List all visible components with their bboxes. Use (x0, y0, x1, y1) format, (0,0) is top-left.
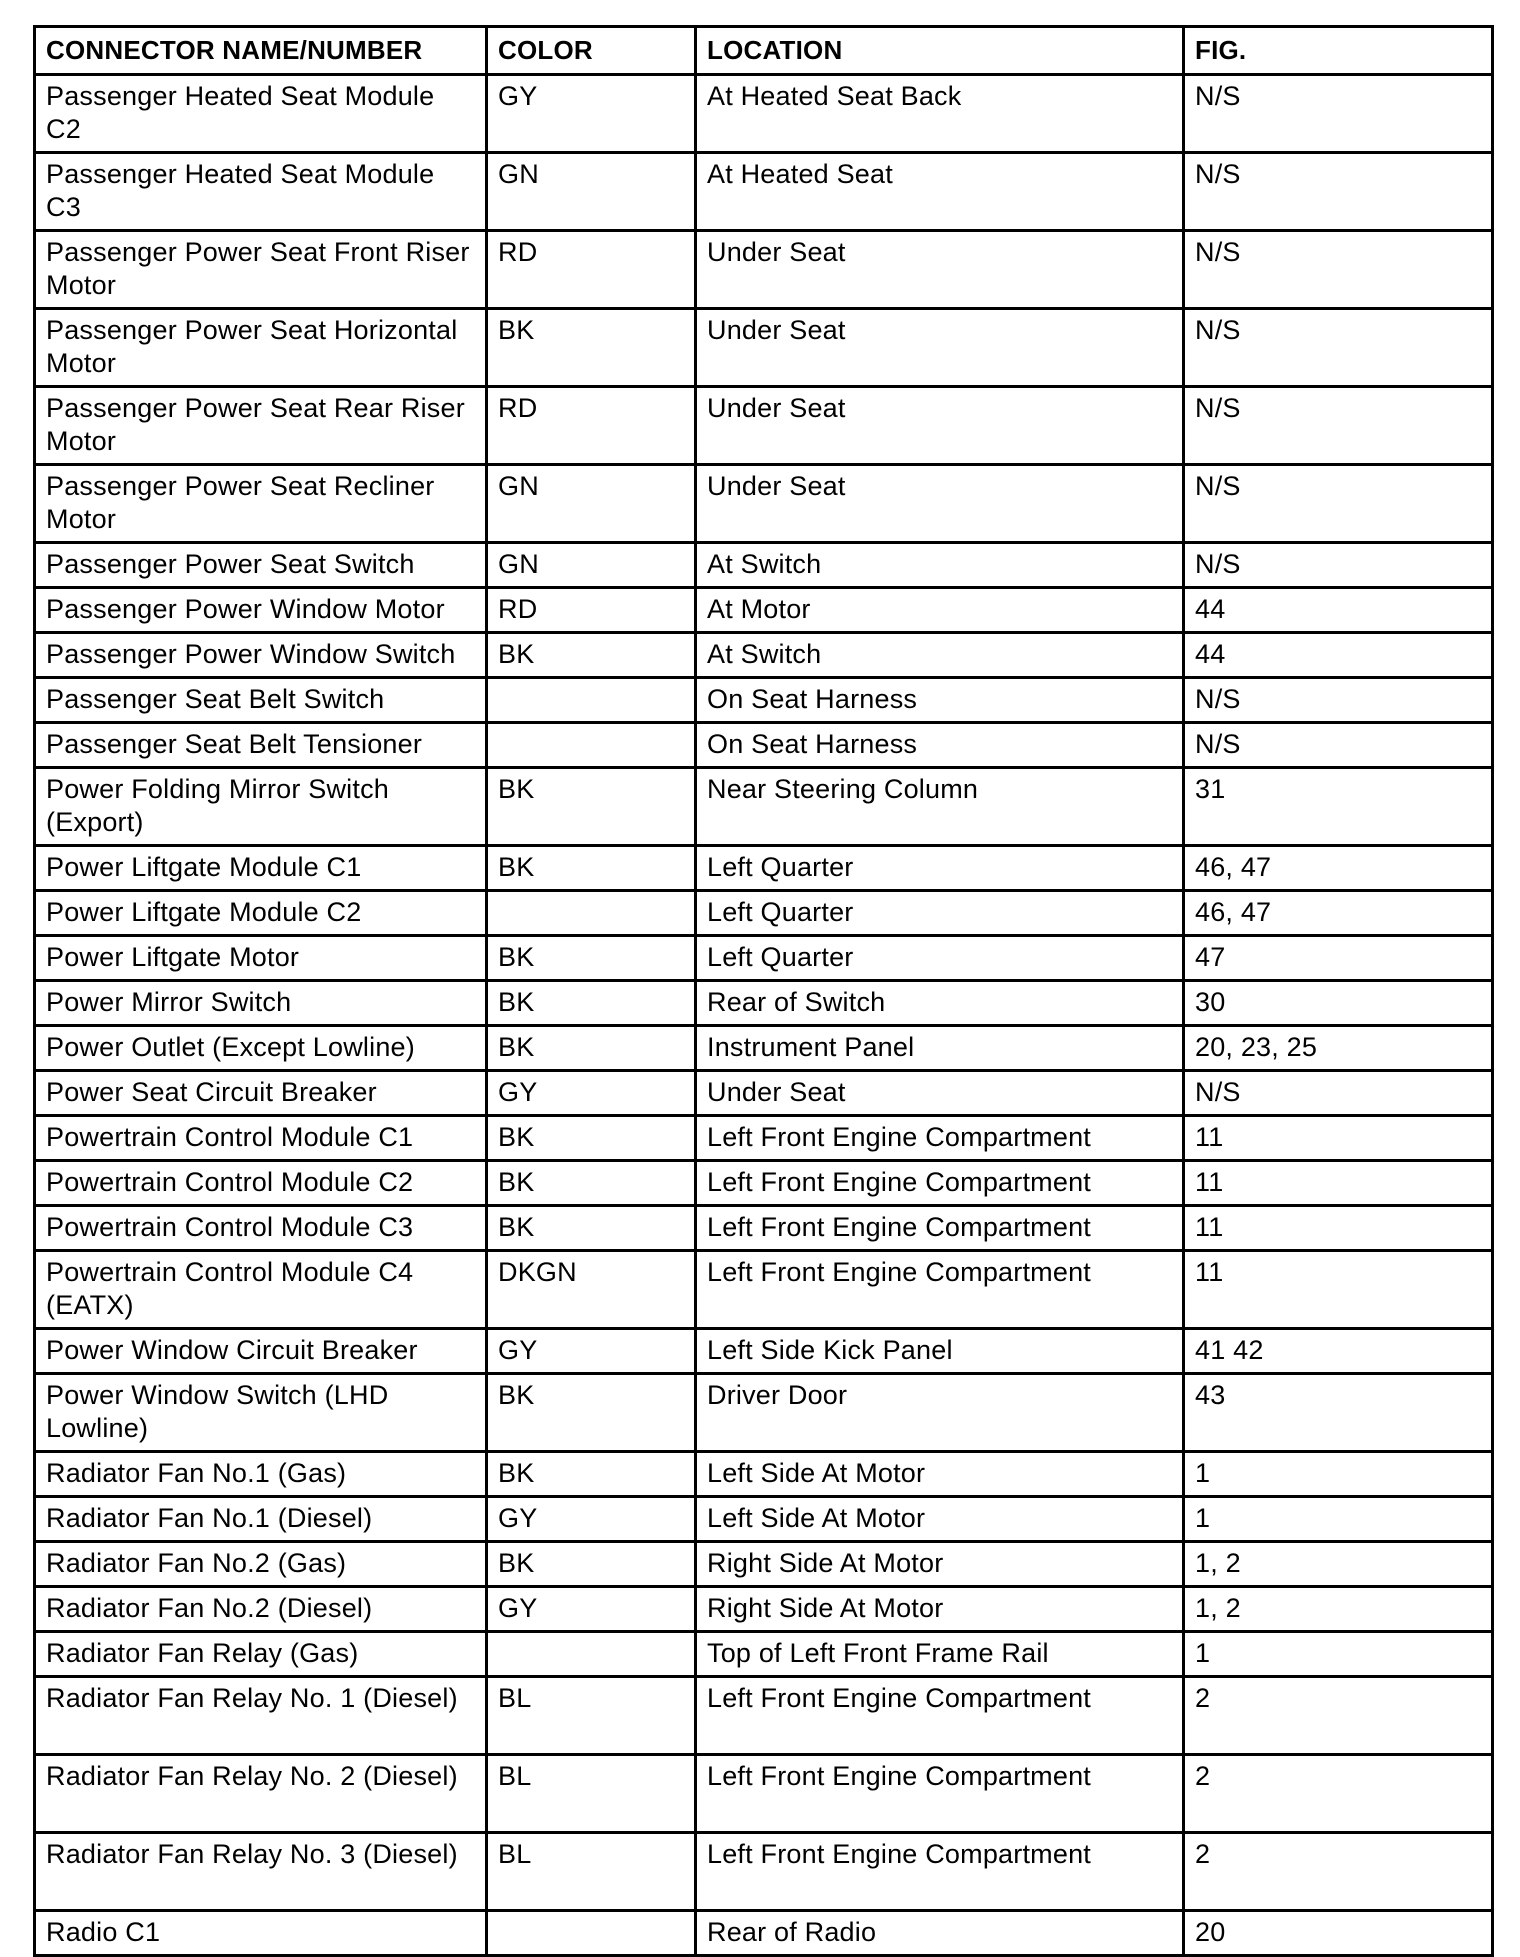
table-row (35, 723, 1493, 768)
table-row (35, 1026, 1493, 1071)
connector-name-cell: Passenger Power Seat Horizontal Motor (35, 309, 487, 387)
color-cell: BL (487, 1755, 696, 1833)
color-cell: BK (487, 936, 696, 981)
color-cell: BL (487, 1677, 696, 1755)
fig-cell: 31 (1184, 768, 1493, 846)
fig-cell: 43 (1184, 1374, 1493, 1452)
color-cell: RD (487, 387, 696, 465)
fig-cell: 2 (1184, 1677, 1493, 1755)
connector-name-cell: Radiator Fan No.1 (Diesel) (35, 1497, 487, 1542)
location-cell: Left Quarter (696, 936, 1184, 981)
table-row (35, 1632, 1493, 1677)
connector-name-cell: Radio C1 (35, 1911, 487, 1956)
fig-cell: N/S (1184, 678, 1493, 723)
location-cell: On Seat Harness (696, 678, 1184, 723)
connector-name-cell: Power Mirror Switch (35, 981, 487, 1026)
color-cell: BK (487, 981, 696, 1026)
location-cell: At Motor (696, 588, 1184, 633)
connector-name-cell: Power Folding Mirror Switch (Export) (35, 768, 487, 846)
connector-name-cell: Power Window Switch (LHD Lowline) (35, 1374, 487, 1452)
table-row (35, 1374, 1493, 1452)
color-cell (487, 678, 696, 723)
table-row (35, 543, 1493, 588)
table-row (35, 153, 1493, 231)
location-cell: Driver Door (696, 1374, 1184, 1452)
fig-cell: 2 (1184, 1833, 1493, 1911)
location-cell: Under Seat (696, 465, 1184, 543)
color-cell: BK (487, 846, 696, 891)
connector-name-cell: Passenger Power Window Motor (35, 588, 487, 633)
connector-name-cell: Powertrain Control Module C3 (35, 1206, 487, 1251)
table-row (35, 1329, 1493, 1374)
color-cell: BK (487, 1206, 696, 1251)
table-row (35, 1497, 1493, 1542)
fig-cell: N/S (1184, 723, 1493, 768)
table-row (35, 981, 1493, 1026)
table-row (35, 1251, 1493, 1329)
table-row (35, 309, 1493, 387)
table-row (35, 678, 1493, 723)
fig-cell: 1 (1184, 1632, 1493, 1677)
color-cell (487, 723, 696, 768)
fig-cell: 11 (1184, 1251, 1493, 1329)
connector-name-cell: Radiator Fan No.2 (Diesel) (35, 1587, 487, 1632)
connector-name-cell: Passenger Power Window Switch (35, 633, 487, 678)
connector-name-cell: Power Window Circuit Breaker (35, 1329, 487, 1374)
location-cell: Left Front Engine Compartment (696, 1206, 1184, 1251)
location-cell: Right Side At Motor (696, 1542, 1184, 1587)
location-cell: Rear of Radio (696, 1911, 1184, 1956)
fig-cell: N/S (1184, 153, 1493, 231)
color-cell: BK (487, 1374, 696, 1452)
color-cell (487, 1911, 696, 1956)
color-cell: BK (487, 309, 696, 387)
connector-name-cell: Power Liftgate Module C2 (35, 891, 487, 936)
color-cell: BK (487, 1161, 696, 1206)
connector-name-cell: Radiator Fan Relay (Gas) (35, 1632, 487, 1677)
location-cell: Left Side At Motor (696, 1452, 1184, 1497)
location-cell: Under Seat (696, 387, 1184, 465)
table-row (35, 1587, 1493, 1632)
fig-cell: 20, 23, 25 (1184, 1026, 1493, 1071)
location-cell: At Switch (696, 543, 1184, 588)
fig-cell: N/S (1184, 309, 1493, 387)
fig-cell: 46, 47 (1184, 891, 1493, 936)
fig-cell: N/S (1184, 543, 1493, 588)
table-row (35, 1542, 1493, 1587)
color-cell: RD (487, 231, 696, 309)
connector-table (33, 25, 1494, 1957)
fig-cell: N/S (1184, 231, 1493, 309)
fig-cell: 2 (1184, 1755, 1493, 1833)
header-connector-name: CONNECTOR NAME/NUMBER (35, 27, 487, 75)
color-cell: GN (487, 543, 696, 588)
color-cell: GY (487, 1329, 696, 1374)
connector-name-cell: Radiator Fan Relay No. 3 (Diesel) (35, 1833, 487, 1911)
color-cell: GN (487, 465, 696, 543)
fig-cell: 11 (1184, 1161, 1493, 1206)
location-cell: Top of Left Front Frame Rail (696, 1632, 1184, 1677)
connector-name-cell: Passenger Seat Belt Switch (35, 678, 487, 723)
fig-cell: N/S (1184, 75, 1493, 153)
connector-name-cell: Power Seat Circuit Breaker (35, 1071, 487, 1116)
header-color: COLOR (487, 27, 696, 75)
fig-cell: 11 (1184, 1206, 1493, 1251)
color-cell: GY (487, 1497, 696, 1542)
location-cell: Right Side At Motor (696, 1587, 1184, 1632)
table-row (35, 588, 1493, 633)
table-row (35, 1755, 1493, 1833)
table-row (35, 1677, 1493, 1755)
fig-cell: 47 (1184, 936, 1493, 981)
connector-name-cell: Passenger Power Seat Front Riser Motor (35, 231, 487, 309)
location-cell: Left Front Engine Compartment (696, 1677, 1184, 1755)
table-row (35, 465, 1493, 543)
color-cell: BK (487, 1452, 696, 1497)
location-cell: On Seat Harness (696, 723, 1184, 768)
connector-name-cell: Passenger Power Seat Rear Riser Motor (35, 387, 487, 465)
connector-name-cell: Power Liftgate Motor (35, 936, 487, 981)
fig-cell: 1 (1184, 1497, 1493, 1542)
fig-cell: 41 42 (1184, 1329, 1493, 1374)
connector-name-cell: Passenger Power Seat Recliner Motor (35, 465, 487, 543)
table-row (35, 1911, 1493, 1956)
table-row (35, 936, 1493, 981)
connector-name-cell: Radiator Fan Relay No. 1 (Diesel) (35, 1677, 487, 1755)
table-row (35, 1833, 1493, 1911)
table-row (35, 1206, 1493, 1251)
location-cell: At Heated Seat Back (696, 75, 1184, 153)
location-cell: Left Side Kick Panel (696, 1329, 1184, 1374)
color-cell: GN (487, 153, 696, 231)
location-cell: Under Seat (696, 309, 1184, 387)
location-cell: Left Front Engine Compartment (696, 1116, 1184, 1161)
color-cell: GY (487, 75, 696, 153)
location-cell: At Heated Seat (696, 153, 1184, 231)
connector-name-cell: Powertrain Control Module C4 (EATX) (35, 1251, 487, 1329)
connector-name-cell: Passenger Seat Belt Tensioner (35, 723, 487, 768)
header-fig: FIG. (1184, 27, 1493, 75)
table-row (35, 633, 1493, 678)
table-row (35, 1116, 1493, 1161)
table-row (35, 1452, 1493, 1497)
location-cell: Near Steering Column (696, 768, 1184, 846)
table-row (35, 891, 1493, 936)
location-cell: Left Front Engine Compartment (696, 1755, 1184, 1833)
table-row (35, 231, 1493, 309)
fig-cell: 1, 2 (1184, 1542, 1493, 1587)
header-location: LOCATION (696, 27, 1184, 75)
fig-cell: 44 (1184, 588, 1493, 633)
location-cell: Under Seat (696, 231, 1184, 309)
table-row (35, 387, 1493, 465)
connector-name-cell: Passenger Heated Seat Module C2 (35, 75, 487, 153)
fig-cell: 11 (1184, 1116, 1493, 1161)
connector-name-cell: Power Liftgate Module C1 (35, 846, 487, 891)
color-cell: BK (487, 1026, 696, 1071)
fig-cell: 1 (1184, 1452, 1493, 1497)
location-cell: Left Quarter (696, 891, 1184, 936)
fig-cell: 20 (1184, 1911, 1493, 1956)
color-cell: RD (487, 588, 696, 633)
color-cell: BL (487, 1833, 696, 1911)
table-row (35, 75, 1493, 153)
color-cell: BK (487, 1542, 696, 1587)
connector-name-cell: Powertrain Control Module C1 (35, 1116, 487, 1161)
location-cell: At Switch (696, 633, 1184, 678)
connector-name-cell: Passenger Power Seat Switch (35, 543, 487, 588)
fig-cell: N/S (1184, 1071, 1493, 1116)
color-cell: BK (487, 1116, 696, 1161)
connector-name-cell: Power Outlet (Except Lowline) (35, 1026, 487, 1071)
fig-cell: 46, 47 (1184, 846, 1493, 891)
connector-name-cell: Powertrain Control Module C2 (35, 1161, 487, 1206)
color-cell (487, 1632, 696, 1677)
color-cell: BK (487, 633, 696, 678)
fig-cell: 30 (1184, 981, 1493, 1026)
color-cell: BK (487, 768, 696, 846)
table-row (35, 846, 1493, 891)
connector-name-cell: Radiator Fan Relay No. 2 (Diesel) (35, 1755, 487, 1833)
fig-cell: 44 (1184, 633, 1493, 678)
color-cell (487, 891, 696, 936)
location-cell: Left Side At Motor (696, 1497, 1184, 1542)
fig-cell: N/S (1184, 387, 1493, 465)
fig-cell: 1, 2 (1184, 1587, 1493, 1632)
connector-name-cell: Radiator Fan No.1 (Gas) (35, 1452, 487, 1497)
location-cell: Under Seat (696, 1071, 1184, 1116)
color-cell: GY (487, 1071, 696, 1116)
color-cell: GY (487, 1587, 696, 1632)
connector-name-cell: Passenger Heated Seat Module C3 (35, 153, 487, 231)
color-cell: DKGN (487, 1251, 696, 1329)
table-row (35, 1161, 1493, 1206)
location-cell: Left Quarter (696, 846, 1184, 891)
header-row (35, 27, 1493, 75)
location-cell: Left Front Engine Compartment (696, 1251, 1184, 1329)
connector-name-cell: Radiator Fan No.2 (Gas) (35, 1542, 487, 1587)
location-cell: Rear of Switch (696, 981, 1184, 1026)
table-row (35, 1071, 1493, 1116)
location-cell: Instrument Panel (696, 1026, 1184, 1071)
table-row (35, 768, 1493, 846)
location-cell: Left Front Engine Compartment (696, 1161, 1184, 1206)
fig-cell: N/S (1184, 465, 1493, 543)
location-cell: Left Front Engine Compartment (696, 1833, 1184, 1911)
